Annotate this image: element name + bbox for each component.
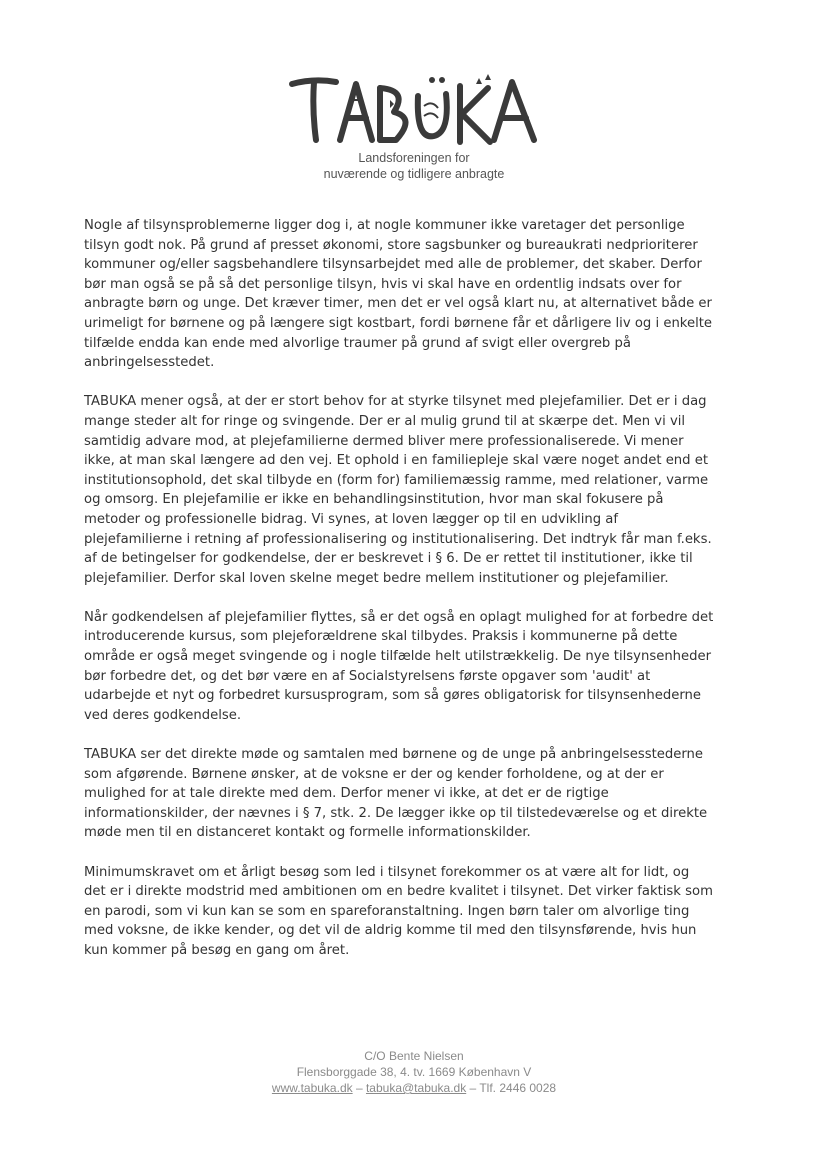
- organization-subtitle-line-2: nuværende og tidligere anbragte: [323, 167, 505, 181]
- letter-footer: [0, 1048, 828, 1096]
- footer-phone: Tlf. 2446 0028: [479, 1081, 557, 1095]
- paragraph-2: TABUKA mener også, at der er stort behov for at styrke tilsynet med plejefamilier. Det er i dag mange steder alt for ringe og svingende. Der er al mulig grund til at skærpe det. Men vi vil samtidig advare mod, at plejefamilierne dermed bliver mere professionaliserede. Vi mener ikke, at man skal længere ad den vej. Et ophold i en familiepleje skal være noget andet end et institutionsophold, det skal tilbyde en (form for) familiemæssig ramme, med relationer, varme og omsorg. En plejefamilie er ikke en behandlingsinstitution, hvor man skal fokusere på metoder og professionelle bidrag. Vi synes, at loven lægger op til en udvikling af plejefamilierne i retning af professionalisering og institutionalisering. Det indtryk får man f.eks. af de betingelser for godkendelse, der er beskrevet i § 6. De er rettet til institutioner, ikke til plejefamilier. Derfor skal loven skelne meget bedre mellem institutioner og plejefamilier.: [84, 394, 712, 586]
- organization-subtitle-line-1: Landsforeningen for: [358, 151, 470, 165]
- paragraph-3: Når godkendelsen af plejefamilier flyttes, så er det også en oplagt mulighed for at forbedre det introducerende kursus, som plejeforældrene skal tilbydes. Praksis i kommunerne på dette område er også meget svingende og i nogle tilfælde helt utilstrækkelig. De nye tilsynsenheder bør forbedre det, og det bør være en af Socialstyrelsens første opgaver som 'audit' at udarbejde et nyt og forbedret kursusprogram, som så gøres obligatorisk for tilsynsenhederne ved deres godkendelse.: [84, 609, 714, 723]
- footer-care-of: C/O Bente Nielsen: [364, 1049, 464, 1063]
- email-link[interactable]: tabuka@tabuka.dk: [365, 1081, 467, 1095]
- footer-contact: [0, 1080, 828, 1096]
- letter-body: [84, 216, 744, 980]
- tabuka-logo: [284, 70, 544, 150]
- letterhead: [0, 70, 828, 182]
- footer-separator-2: –: [466, 1081, 480, 1095]
- website-link[interactable]: www.tabuka.dk: [271, 1081, 353, 1095]
- paragraph-4: TABUKA ser det direkte møde og samtalen med børnene og de unge på anbringelsesstederne som afgørende. Børnene ønsker, at de voksne er der og kender forholdene, og at der er mulighed for at tale direkte med dem. Derfor mener vi ikke, at det er de rigtige informationskilder, der nævnes i § 7, stk. 2. De lægger ikke op til tilstedeværelse og et direkte møde men til en distanceret kontakt og formelle informationskilder.: [84, 747, 708, 841]
- footer-separator-1: –: [352, 1081, 366, 1095]
- footer-address: Flensborggade 38, 4. tv. 1669 København V: [296, 1065, 532, 1079]
- paragraph-5: Minimumskravet om et årligt besøg som led i tilsynet forekommer os at være alt for lidt, og det er i direkte modstrid med ambitionen om en bedre kvalitet i tilsynet. Det virker faktisk som en parodi, som vi kun kan se som en spareforanstaltning. Ingen børn taler om alvorlige ting med voksne, de ikke kender, og det vil de aldrig komme til med den tilsynsførende, hvis hun kun kommer på besøg en gang om året.: [84, 864, 713, 958]
- paragraph-1: Nogle af tilsynsproblemerne ligger dog i, at nogle kommuner ikke varetager det personlige tilsyn godt nok. På grund af presset økonomi, store sagsbunker og bureaukrati nedprioriterer kommuner og/eller sagsbehandlere tilsynsarbejdet med alle de problemer, det skaber. Derfor bør man også se på så det personlige tilsyn, hvis vi skal have en ordentlig indsats over for anbragte børn og unge. Det kræver timer, men det er vel også klart nu, at alternativet både er urimeligt for børnene og på længere sigt kostbart, fordi børnene får et dårligere liv og i enkelte tilfælde endda kan ende med alvorlige traumer på grund af svigt eller overgreb på anbringelsesstedet.: [84, 218, 713, 371]
